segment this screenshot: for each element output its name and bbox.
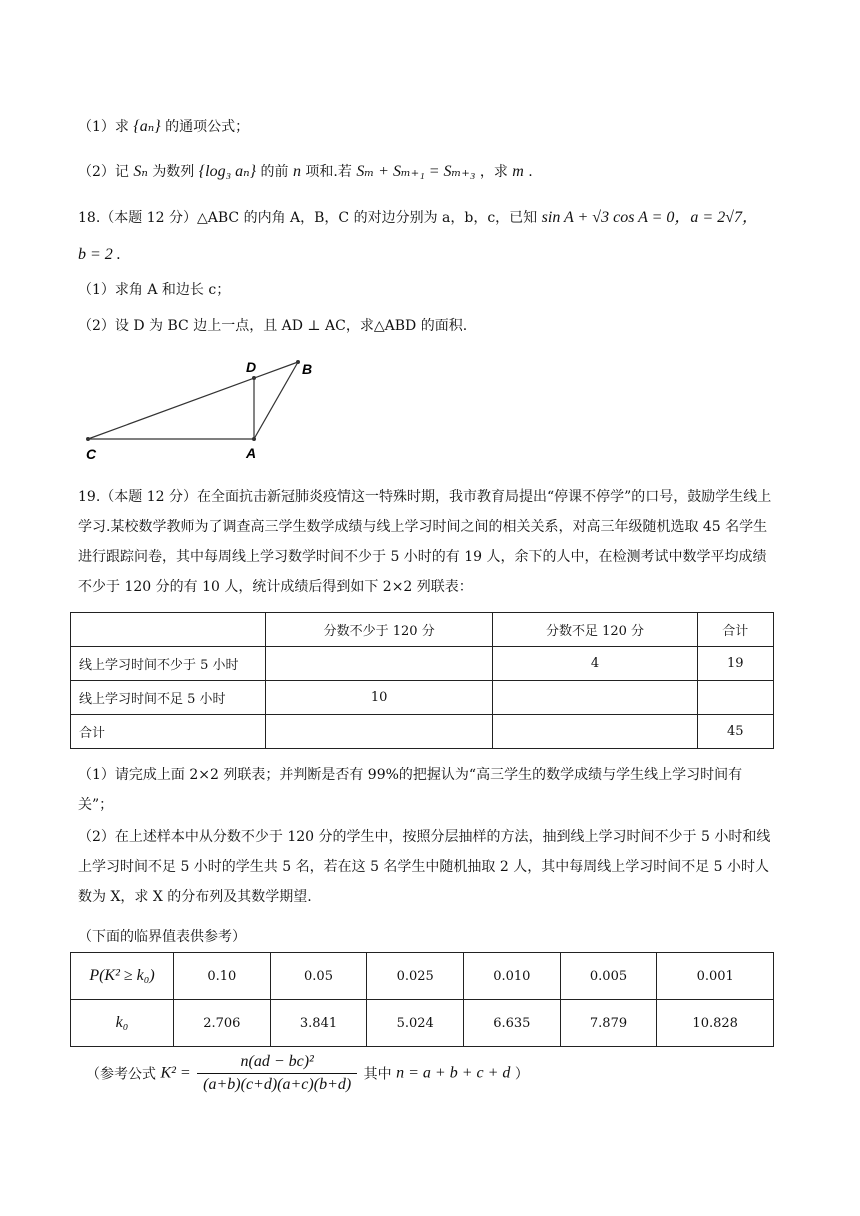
table-cell: 45 bbox=[697, 715, 773, 749]
formula-suffix-text: 其中 bbox=[363, 1066, 392, 1083]
table-cell: 线上学习时间不足 5 小时 bbox=[71, 681, 266, 715]
reference-formula bbox=[86, 1053, 529, 1094]
q19-part1: （1）请完成上面 2×2 列联表；并判断是否有 99%的把握认为“高三学生的数学成绩与学生线上学习时间有关”； bbox=[78, 767, 743, 813]
label-A: A bbox=[246, 445, 257, 461]
formula-fraction bbox=[197, 1053, 357, 1094]
table-cell: 0.001 bbox=[657, 953, 774, 1000]
q17-part2-end: . bbox=[528, 164, 533, 180]
q17-part2-math-sn: Sₙ bbox=[133, 163, 148, 180]
table-cell: 2.706 bbox=[174, 1000, 271, 1047]
table-cell bbox=[493, 715, 697, 749]
q17-part2-text-4: ，求 bbox=[479, 164, 508, 180]
table-row bbox=[71, 953, 774, 1000]
critical-value-table bbox=[70, 952, 774, 1047]
q19-ref-note: （下面的临界值表供参考） bbox=[78, 929, 246, 945]
table-cell: 10.828 bbox=[657, 1000, 774, 1047]
q17-part2-text-3: 项和.若 bbox=[305, 164, 352, 180]
table-cell: 6.635 bbox=[464, 1000, 561, 1047]
q19-stem: 19.（本题 12 分）在全面抗击新冠肺炎疫情这一特殊时期，我市教育局提出“停课不停学”的口号，鼓励学生线上学习.某校数学教师为了调查高三学生数学成绩与线上学习时间之间的相关关系，对高三年级随机选取 45 名学生进行跟踪问卷，其中每周线上学习数学时间不少于 5 小时的有 19 人，余下的人中，在检测考试中数学平均成绩不少于 120 分的有 10 人，统计成绩后得到如下 2×2 列联表： bbox=[78, 489, 772, 595]
formula-numerator: n(ad − bc)² bbox=[197, 1053, 357, 1074]
q18-header: 18.（本题 12 分） bbox=[78, 210, 197, 226]
table-cell bbox=[493, 681, 697, 715]
contingency-table bbox=[70, 612, 774, 749]
table-cell: 0.05 bbox=[270, 953, 367, 1000]
table-cell bbox=[266, 647, 493, 681]
table-cell: 10 bbox=[266, 681, 493, 715]
table-header-row bbox=[71, 613, 774, 647]
q17-part2-math-sum: Sₘ + Sₘ₊₁ = Sₘ₊₃ bbox=[356, 163, 476, 180]
formula-lhs: K² = bbox=[160, 1064, 191, 1082]
formula-denominator: (a+b)(c+d)(a+c)(b+d) bbox=[203, 1076, 352, 1093]
table-cell bbox=[266, 715, 493, 749]
table-cell: 0.10 bbox=[174, 953, 271, 1000]
formula-prefix: （参考公式 bbox=[86, 1066, 156, 1083]
table-cell: 0.005 bbox=[560, 953, 657, 1000]
table-cell: P(K² ≥ k₀) bbox=[71, 953, 174, 1000]
table-cell: 3.841 bbox=[270, 1000, 367, 1047]
table-cell: 分数不足 120 分 bbox=[493, 613, 697, 647]
label-B: B bbox=[302, 361, 313, 377]
q18-part1: （1）求角 A 和边长 c； bbox=[78, 282, 231, 298]
table-row bbox=[71, 715, 774, 749]
q17-part2-prefix: （2）记 bbox=[78, 164, 129, 180]
table-cell: 合计 bbox=[71, 715, 266, 749]
q18-stem-math: sin A + √3 cos A = 0，a = 2√7， bbox=[541, 209, 758, 226]
table-cell bbox=[71, 613, 266, 647]
q17-part1-math: {aₙ} bbox=[133, 118, 161, 135]
table-cell bbox=[697, 681, 773, 715]
table-cell: 0.010 bbox=[464, 953, 561, 1000]
q18-stem-line1 bbox=[78, 208, 758, 228]
table-cell: 线上学习时间不少于 5 小时 bbox=[71, 647, 266, 681]
q17-part1-prefix: （1）求 bbox=[78, 119, 129, 135]
table-cell: 7.879 bbox=[560, 1000, 657, 1047]
q17-part2-text-2: 的前 bbox=[260, 164, 289, 180]
q17-part2-math-n: n bbox=[292, 163, 301, 180]
label-D: D bbox=[246, 359, 257, 375]
table-row bbox=[71, 681, 774, 715]
formula-suffix-math: n = a + b + c + d bbox=[396, 1064, 511, 1082]
table-cell: 19 bbox=[697, 647, 773, 681]
q17-part2-text-1: 为数列 bbox=[152, 164, 195, 180]
table-cell: 4 bbox=[493, 647, 697, 681]
table-cell: k₀ bbox=[71, 1000, 174, 1047]
q17-part1 bbox=[78, 117, 249, 137]
q18-part2: （2）设 D 为 BC 边上一点，且 AD ⊥ AC，求△ABD 的面积. bbox=[78, 318, 468, 334]
triangle-figure bbox=[70, 352, 330, 464]
q18-stem-text: △ABC 的内角 A，B，C 的对边分别为 a，b，c，已知 bbox=[196, 210, 538, 226]
table-cell: 0.025 bbox=[367, 953, 464, 1000]
q17-part2 bbox=[78, 162, 533, 182]
q18-stem-line2: b = 2 . bbox=[78, 246, 121, 263]
table-row bbox=[71, 647, 774, 681]
label-C: C bbox=[86, 446, 97, 462]
table-cell: 5.024 bbox=[367, 1000, 464, 1047]
q17-part2-math-m: m bbox=[512, 163, 524, 180]
table-cell: 分数不少于 120 分 bbox=[266, 613, 493, 647]
q17-part2-math-log: {log₃ aₙ} bbox=[198, 163, 257, 180]
q19-part2: （2）在上述样本中从分数不少于 120 分的学生中，按照分层抽样的方法，抽到线上学习时间不少于 5 小时和线上学习时间不足 5 小时的学生共 5 名，若在这 5 名学生中随机抽取 2 人，其中每周线上学习时间不足 5 小时人数为 X，求 X 的分布列及其数学期望. bbox=[78, 829, 771, 905]
formula-close: ） bbox=[514, 1066, 529, 1083]
q17-part1-suffix: 的通项公式； bbox=[165, 119, 250, 135]
table-row bbox=[71, 1000, 774, 1047]
table-cell: 合计 bbox=[697, 613, 773, 647]
